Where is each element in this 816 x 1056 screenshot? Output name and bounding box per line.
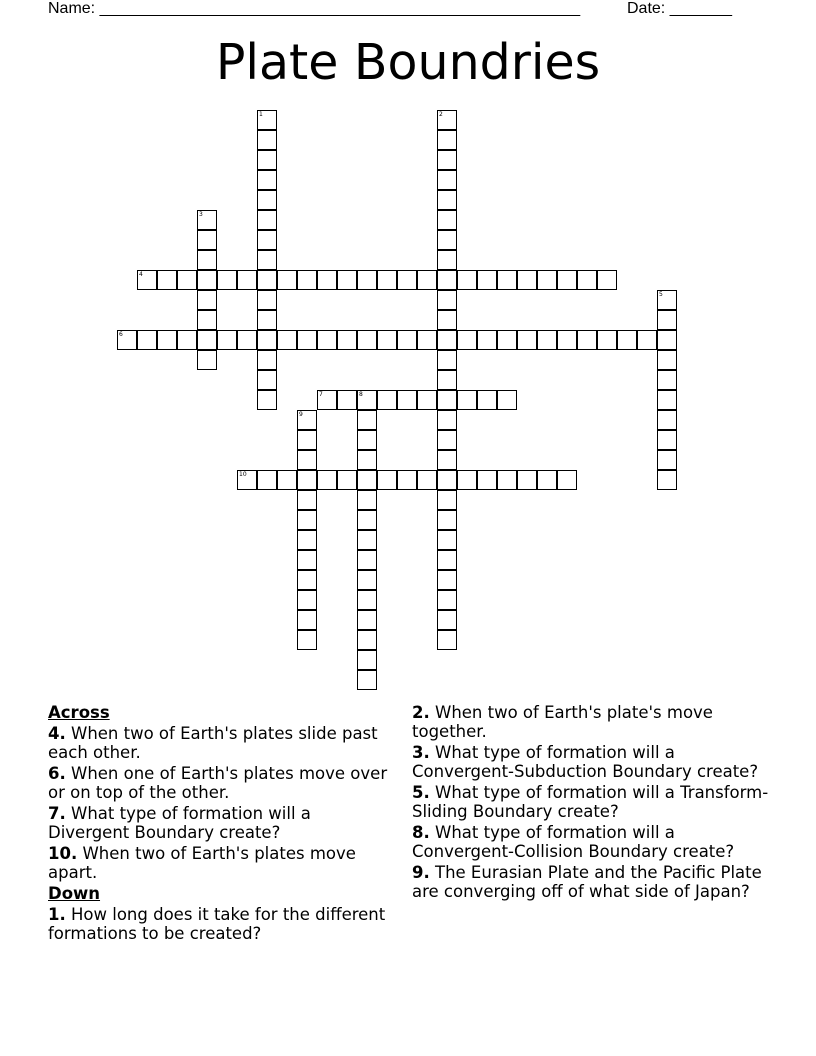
crossword-cell[interactable] xyxy=(197,270,217,290)
clue-number-label: 10 xyxy=(239,471,247,478)
crossword-cell[interactable] xyxy=(437,330,457,350)
crossword-cell[interactable] xyxy=(377,330,397,350)
crossword-cell[interactable] xyxy=(197,290,217,310)
crossword-cell[interactable] xyxy=(437,530,457,550)
clue-text: When two of Earth's plate's move together. xyxy=(412,703,713,741)
crossword-cell[interactable] xyxy=(437,410,457,430)
crossword-cell[interactable] xyxy=(437,170,457,190)
clue-number-label: 7 xyxy=(319,391,323,398)
clue-number-label: 8 xyxy=(359,391,363,398)
crossword-cell[interactable] xyxy=(337,470,357,490)
crossword-cell[interactable] xyxy=(197,350,217,370)
crossword-cell[interactable] xyxy=(657,370,677,390)
clue-text: What type of formation will a Transform-Sliding Boundary create? xyxy=(412,783,769,821)
crossword-cell[interactable] xyxy=(277,470,297,490)
clue-down-3 xyxy=(412,743,772,781)
crossword-cell[interactable] xyxy=(257,150,277,170)
crossword-cell[interactable] xyxy=(197,250,217,270)
clue-across-4 xyxy=(48,724,388,762)
crossword-cell[interactable] xyxy=(437,310,457,330)
crossword-cell[interactable] xyxy=(357,630,377,650)
crossword-cell[interactable] xyxy=(357,530,377,550)
clue-down-9 xyxy=(412,863,772,901)
clue-across-10 xyxy=(48,844,388,882)
crossword-cell[interactable] xyxy=(357,490,377,510)
crossword-cell[interactable] xyxy=(537,470,557,490)
crossword-cell[interactable] xyxy=(357,610,377,630)
crossword-cell[interactable] xyxy=(217,270,237,290)
crossword-cell[interactable] xyxy=(477,470,497,490)
clue-number-label: 5 xyxy=(659,291,663,298)
crossword-cell[interactable] xyxy=(617,330,637,350)
clue-number: 10. xyxy=(48,844,78,863)
crossword-cell[interactable] xyxy=(257,290,277,310)
crossword-cell[interactable] xyxy=(357,270,377,290)
crossword-cell[interactable] xyxy=(437,230,457,250)
clue-number: 8. xyxy=(412,823,430,842)
crossword-cell[interactable] xyxy=(337,390,357,410)
crossword-cell[interactable] xyxy=(497,470,517,490)
clue-number-label: 1 xyxy=(259,111,263,118)
crossword-cell[interactable] xyxy=(377,470,397,490)
crossword-cell[interactable] xyxy=(177,270,197,290)
crossword-cell[interactable] xyxy=(137,330,157,350)
clue-text: When one of Earth's plates move over or on top of the other. xyxy=(48,764,388,802)
crossword-cell[interactable] xyxy=(437,390,457,410)
clue-down-1 xyxy=(48,905,388,943)
crossword-cell[interactable] xyxy=(517,330,537,350)
crossword-cell[interactable] xyxy=(257,170,277,190)
crossword-cell[interactable] xyxy=(157,330,177,350)
date-field[interactable]: Date: _______ xyxy=(627,0,732,17)
crossword-cell[interactable] xyxy=(597,330,617,350)
crossword-cell[interactable] xyxy=(417,470,437,490)
page-title: Plate Boundries xyxy=(215,34,601,91)
clue-down-2 xyxy=(412,703,772,741)
crossword-cell[interactable] xyxy=(197,310,217,330)
crossword-cell[interactable] xyxy=(437,210,457,230)
crossword-cell[interactable] xyxy=(557,270,577,290)
crossword-cell[interactable] xyxy=(397,270,417,290)
crossword-cell[interactable] xyxy=(597,270,617,290)
crossword-cell[interactable] xyxy=(397,390,417,410)
crossword-cell[interactable] xyxy=(437,570,457,590)
crossword-cell[interactable] xyxy=(657,450,677,470)
crossword-cell[interactable] xyxy=(297,270,317,290)
clue-number: 1. xyxy=(48,905,66,924)
crossword-cell[interactable] xyxy=(437,590,457,610)
crossword-cell[interactable] xyxy=(477,270,497,290)
crossword-cell[interactable] xyxy=(257,130,277,150)
crossword-cell[interactable] xyxy=(377,270,397,290)
clues-right-column xyxy=(412,703,772,903)
crossword-cell[interactable] xyxy=(437,130,457,150)
crossword-cell[interactable] xyxy=(297,590,317,610)
crossword-cell[interactable] xyxy=(497,330,517,350)
crossword-cell[interactable] xyxy=(257,270,277,290)
crossword-cell[interactable] xyxy=(537,330,557,350)
crossword-cell[interactable] xyxy=(357,510,377,530)
crossword-cell[interactable] xyxy=(357,550,377,570)
crossword-cell[interactable] xyxy=(357,670,377,690)
crossword-cell[interactable] xyxy=(657,310,677,330)
clue-text: What type of formation will a Convergent-Collision Boundary create? xyxy=(412,823,735,861)
crossword-cell[interactable] xyxy=(257,210,277,230)
name-field[interactable]: Name: ______________________________________________________ xyxy=(48,0,581,17)
clue-text: What type of formation will a Divergent Boundary create? xyxy=(48,804,311,842)
crossword-cell[interactable] xyxy=(457,330,477,350)
crossword-cell[interactable] xyxy=(437,150,457,170)
crossword-cell[interactable] xyxy=(257,250,277,270)
crossword-cell[interactable] xyxy=(357,470,377,490)
crossword-cell[interactable] xyxy=(437,290,457,310)
crossword-cell[interactable] xyxy=(557,470,577,490)
crossword-cell[interactable] xyxy=(337,270,357,290)
crossword-cell[interactable] xyxy=(657,430,677,450)
crossword-cell[interactable] xyxy=(337,330,357,350)
crossword-cell[interactable] xyxy=(437,190,457,210)
crossword-cell[interactable] xyxy=(657,390,677,410)
crossword-cell[interactable] xyxy=(317,330,337,350)
clues-left-column xyxy=(48,703,388,945)
clue-number-label: 4 xyxy=(139,271,143,278)
crossword-cell[interactable] xyxy=(297,430,317,450)
crossword-cell[interactable] xyxy=(437,430,457,450)
crossword-cell[interactable] xyxy=(437,350,457,370)
crossword-cell[interactable] xyxy=(357,570,377,590)
clue-number: 2. xyxy=(412,703,430,722)
clue-across-6 xyxy=(48,764,388,802)
crossword-cell[interactable] xyxy=(397,330,417,350)
crossword-cell[interactable] xyxy=(277,330,297,350)
across-heading: Across xyxy=(48,703,110,722)
clue-number-label: 9 xyxy=(299,411,303,418)
clue-number: 7. xyxy=(48,804,66,823)
crossword-cell[interactable] xyxy=(657,470,677,490)
crossword-cell[interactable] xyxy=(297,510,317,530)
crossword-cell[interactable] xyxy=(257,470,277,490)
crossword-cell[interactable] xyxy=(657,410,677,430)
crossword-cell[interactable] xyxy=(357,650,377,670)
crossword-cell[interactable] xyxy=(477,390,497,410)
crossword-cell[interactable] xyxy=(517,470,537,490)
crossword-cell[interactable] xyxy=(257,190,277,210)
crossword-cell[interactable] xyxy=(357,590,377,610)
crossword-cell[interactable] xyxy=(497,270,517,290)
clue-text: What type of formation will a Convergent-Subduction Boundary create? xyxy=(412,743,759,781)
crossword-cell[interactable] xyxy=(437,450,457,470)
crossword-cell[interactable] xyxy=(437,610,457,630)
crossword-cell[interactable] xyxy=(557,330,577,350)
crossword-cell[interactable] xyxy=(357,330,377,350)
crossword-cell[interactable] xyxy=(437,370,457,390)
crossword-cell[interactable] xyxy=(257,390,277,410)
crossword-cell[interactable] xyxy=(237,270,257,290)
crossword-cell[interactable] xyxy=(437,510,457,530)
clue-number: 5. xyxy=(412,783,430,802)
crossword-cell[interactable] xyxy=(657,350,677,370)
clue-text: When two of Earth's plates slide past each other. xyxy=(48,724,378,762)
crossword-cell[interactable] xyxy=(457,270,477,290)
clue-number-label: 2 xyxy=(439,111,443,118)
clue-down-8 xyxy=(412,823,772,861)
crossword-cell[interactable] xyxy=(317,270,337,290)
crossword-cell[interactable] xyxy=(397,470,417,490)
clue-number: 6. xyxy=(48,764,66,783)
crossword-cell[interactable] xyxy=(517,270,537,290)
crossword-cell[interactable] xyxy=(197,330,217,350)
crossword-cell[interactable] xyxy=(297,470,317,490)
crossword-cell[interactable] xyxy=(377,390,397,410)
crossword-cell[interactable] xyxy=(237,330,257,350)
crossword-cell[interactable] xyxy=(417,330,437,350)
clue-text: The Eurasian Plate and the Pacific Plate are converging off of what side of Japan? xyxy=(412,863,762,901)
clue-text: When two of Earth's plates move apart. xyxy=(48,844,356,882)
crossword-cell[interactable] xyxy=(457,390,477,410)
crossword-cell[interactable] xyxy=(257,230,277,250)
down-heading: Down xyxy=(48,884,101,903)
crossword-cell[interactable] xyxy=(277,270,297,290)
crossword-cell[interactable] xyxy=(417,390,437,410)
crossword-cell[interactable] xyxy=(257,350,277,370)
crossword-cell[interactable] xyxy=(257,310,277,330)
clue-number-label: 3 xyxy=(199,211,203,218)
crossword-cell[interactable] xyxy=(297,630,317,650)
crossword-cell[interactable] xyxy=(357,450,377,470)
crossword-cell[interactable] xyxy=(437,250,457,270)
crossword-cell[interactable] xyxy=(637,330,657,350)
clue-number: 4. xyxy=(48,724,66,743)
crossword-cell[interactable] xyxy=(417,270,437,290)
crossword-cell[interactable] xyxy=(357,410,377,430)
crossword-cell[interactable] xyxy=(437,270,457,290)
crossword-cell[interactable] xyxy=(577,330,597,350)
crossword-cell[interactable] xyxy=(477,330,497,350)
crossword-cell[interactable] xyxy=(437,490,457,510)
clue-number-label: 6 xyxy=(119,331,123,338)
crossword-cell[interactable] xyxy=(437,630,457,650)
crossword-cell[interactable] xyxy=(297,610,317,630)
crossword-cell[interactable] xyxy=(297,490,317,510)
crossword-cell[interactable] xyxy=(257,330,277,350)
crossword-cell[interactable] xyxy=(297,330,317,350)
crossword-cell[interactable] xyxy=(157,270,177,290)
crossword-cell[interactable] xyxy=(457,470,477,490)
clue-down-5 xyxy=(412,783,772,821)
crossword-cell[interactable] xyxy=(657,330,677,350)
crossword-cell[interactable] xyxy=(297,550,317,570)
clue-number: 3. xyxy=(412,743,430,762)
crossword-cell[interactable] xyxy=(437,550,457,570)
crossword-cell[interactable] xyxy=(577,270,597,290)
crossword-cell[interactable] xyxy=(257,370,277,390)
crossword-cell[interactable] xyxy=(537,270,557,290)
clue-across-7 xyxy=(48,804,388,842)
crossword-cell[interactable] xyxy=(297,530,317,550)
crossword-cell[interactable] xyxy=(357,430,377,450)
crossword-cell[interactable] xyxy=(437,470,457,490)
crossword-cell[interactable] xyxy=(297,570,317,590)
clue-text: How long does it take for the different formations to be created? xyxy=(48,905,386,943)
crossword-cell[interactable] xyxy=(197,230,217,250)
crossword-cell[interactable] xyxy=(177,330,197,350)
crossword-cell[interactable] xyxy=(297,450,317,470)
crossword-cell[interactable] xyxy=(497,390,517,410)
clue-number: 9. xyxy=(412,863,430,882)
crossword-cell[interactable] xyxy=(217,330,237,350)
crossword-cell[interactable] xyxy=(317,470,337,490)
